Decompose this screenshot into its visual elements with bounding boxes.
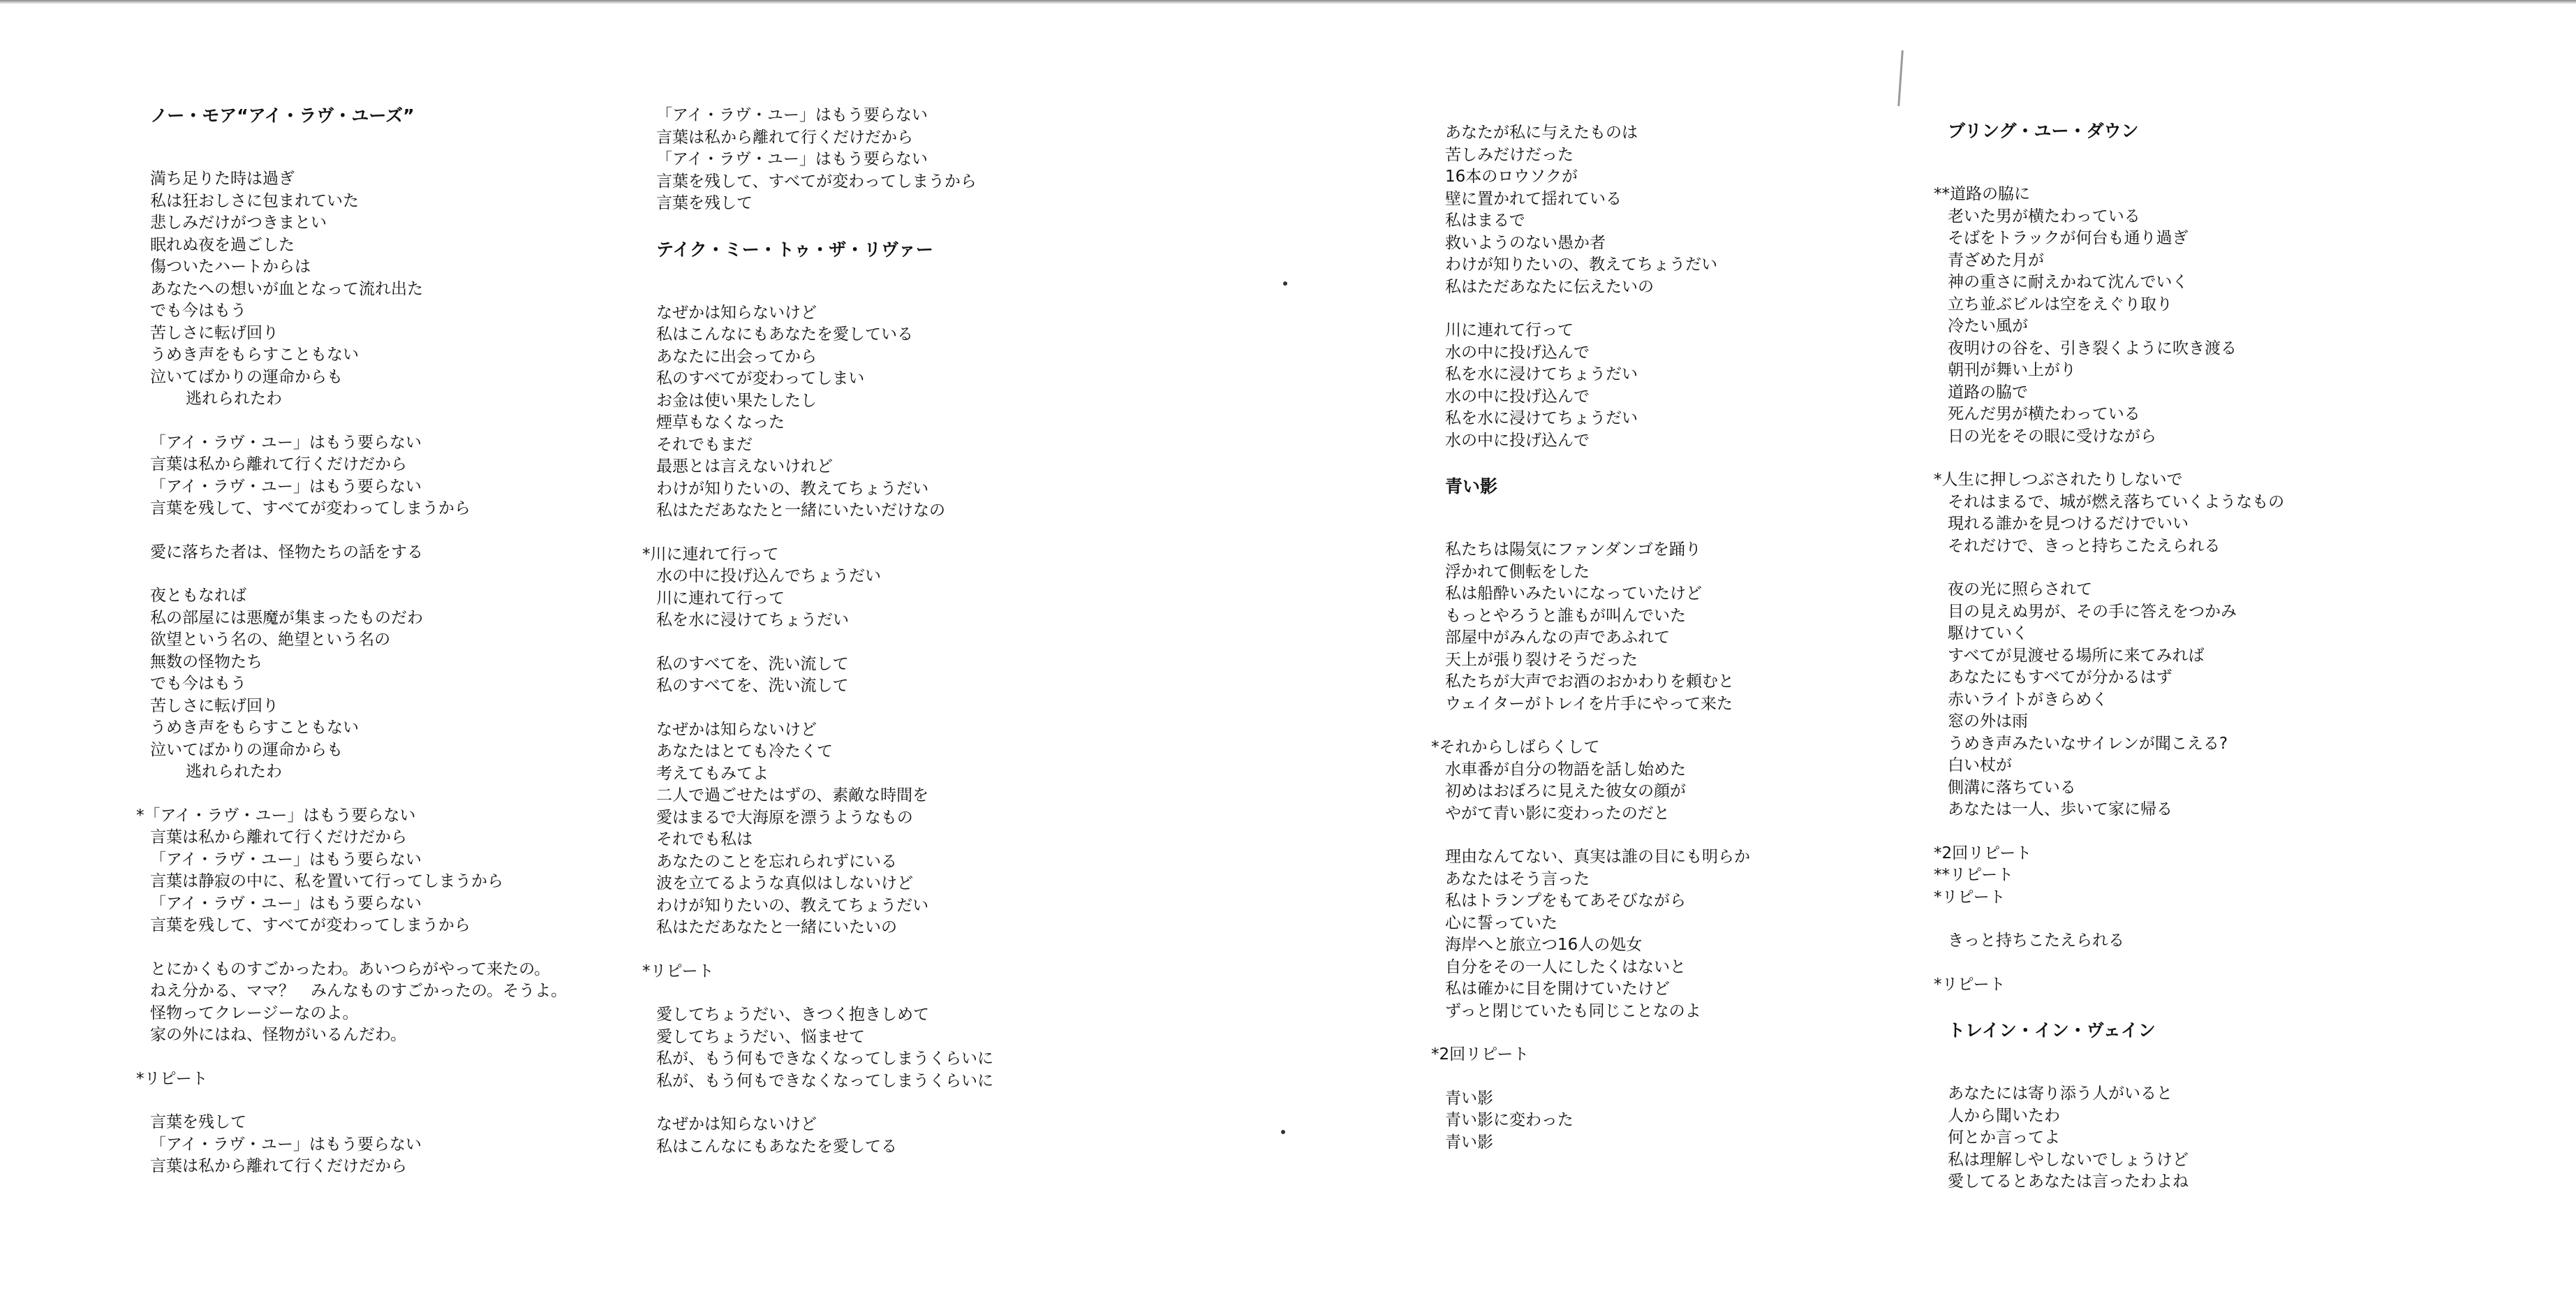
lyric-line: それはまるで、城が燃え落ちていくようなもの [1948, 492, 2285, 511]
lyric-line: 現れる誰かを見つけるだけでいい [1948, 515, 2189, 533]
lyric-line: あなたにもすべてが分かるはず [1948, 668, 2172, 686]
stanza-gap [1445, 517, 1976, 539]
lyric-line: 水車番が自分の物語を話し始めた [1445, 760, 1686, 779]
lyric-line: 水の中に投げ込んでちょうだい [656, 567, 881, 585]
lyric-line: 窓の外は雨 [1948, 712, 2028, 730]
lyric-line: 私を水に浸けてちょうだい [1445, 365, 1638, 383]
lyric-stanza [1948, 579, 2478, 821]
lyric-line: 私の部屋には悪魔が集まったものだわ [150, 608, 423, 627]
lyric-line: 愛してちょうだい、きつく抱きしめて [656, 1006, 929, 1024]
lyrics-column-1 [136, 105, 681, 1178]
lyric-stanza [1431, 1044, 1976, 1066]
lyric-line: 私が、もう何もできなくなってしまうくらいに [656, 1071, 993, 1090]
lyric-line: 夜の光に照らされて [1948, 580, 2092, 598]
lyric-stanza [150, 542, 681, 564]
lyric-line: 何とか言ってよ [1948, 1128, 2060, 1147]
lyric-stanza [656, 302, 1187, 522]
lyric-line: 青い影 [1445, 1133, 1493, 1152]
lyric-line: 悲しみだけがつきまとい [150, 214, 327, 232]
lyric-line: 16本のロウソクが [1445, 168, 1578, 186]
lyric-line: 朝刊が舞い上がり [1948, 361, 2076, 379]
lyric-stanza [656, 105, 1187, 215]
lyric-line: あなたに出会ってから [656, 347, 817, 366]
lyric-line: *リピート [1934, 888, 2006, 906]
lyric-stanza [150, 585, 681, 784]
lyric-line: もっとやろうと誰もが叫んでいた [1445, 606, 1686, 625]
stanza-gap [1445, 715, 1976, 737]
lyric-line: 煙草もなくなった [656, 413, 785, 432]
lyric-line: 言葉を残して、すべてが変わってしまうから [656, 172, 977, 191]
stanza-gap [1445, 452, 1976, 476]
lyric-stanza [642, 544, 1187, 632]
lyric-line: 目の見えぬ男が、その手に答えをつかみ [1948, 602, 2237, 621]
lyric-line: 愛してちょうだい、悩ませて [656, 1027, 865, 1046]
lyric-line: 私はただあなたと一緒にいたいの [656, 918, 897, 936]
lyric-line: すべてが見渡せる場所に来てみれば [1948, 646, 2205, 665]
lyric-line: 家の外にはね、怪物がいるんだわ。 [150, 1026, 407, 1044]
fold-mark [1897, 50, 1904, 106]
lyric-line: 私はこんなにもあなたを愛してる [656, 1137, 897, 1156]
stanza-gap [1948, 448, 2478, 469]
lyric-line: 「アイ・ラヴ・ユー」はもう要らない [150, 433, 422, 452]
lyric-line: ねえ分かる、ママ？ みんなものすごかったの。そうよ。 [150, 982, 568, 1000]
stanza-gap [656, 632, 1187, 654]
lyric-line: 愛に落ちた者は、怪物たちの話をする [150, 543, 423, 561]
lyric-line: 私は船酔いみたいになっていたけど [1445, 584, 1702, 603]
lyric-line: 白い杖が [1948, 756, 2012, 774]
lyric-line: 言葉は私から離れて行くだけだから [150, 1157, 407, 1175]
song-title: ブリング・ユー・ダウン [1948, 121, 2139, 141]
lyric-line: 私が、もう何もできなくなってしまうくらいに [656, 1050, 993, 1068]
lyric-line: **リピート [1934, 866, 2014, 884]
lyric-stanza [150, 1112, 681, 1178]
lyric-line: 私はこんなにもあなたを愛している [656, 325, 913, 344]
lyric-line: お金は使い果たしたし [656, 391, 817, 410]
lyric-line: なぜかは知らないけど [656, 720, 817, 739]
lyric-stanza [1948, 1083, 2478, 1193]
lyric-line: 水の中に投げ込んで [1445, 431, 1590, 450]
lyric-line: うめき声をもらすこともない [150, 719, 359, 737]
lyric-line: そばをトラックが何台も通り過ぎ [1948, 229, 2189, 247]
stanza-gap [656, 698, 1187, 719]
song-title: トレイン・イン・ヴェイン [1948, 1020, 2156, 1041]
lyric-line: 私はただあなたと一緒にいたいだけなの [656, 501, 945, 520]
song-title: テイク・ミー・トゥ・ザ・リヴァー [656, 239, 933, 260]
song-title: ノー・モア“アイ・ラヴ・ユーズ” [150, 105, 415, 126]
lyric-line: 泣いてばかりの運命からも [150, 367, 343, 386]
stanza-gap [150, 784, 681, 805]
lyric-stanza [150, 959, 681, 1047]
stanza-gap [150, 147, 681, 168]
lyric-line: 私を水に浸けてちょうだい [1445, 409, 1638, 427]
lyric-line: 私を水に浸けてちょうだい [656, 611, 849, 629]
stanza-gap [1948, 557, 2478, 579]
lyric-stanza [1948, 930, 2478, 953]
lyric-line: 波を立てるような真似はしないけど [656, 874, 913, 892]
lyric-line: 心に誓っていた [1445, 913, 1557, 932]
stanza-gap [150, 411, 681, 432]
lyric-line: 救いようのない愚か者 [1445, 233, 1606, 252]
stanza-gap [656, 215, 1187, 239]
lyric-line: 道路の脇で [1948, 383, 2028, 402]
lyrics-column-3 [1431, 122, 1976, 1154]
lyric-line: 欲望という名の、絶望という名の [150, 631, 391, 649]
lyric-line: 赤いライトがきらめく [1948, 690, 2108, 709]
lyric-line: 「アイ・ラヴ・ユー」はもう要らない [150, 477, 422, 496]
lyric-stanza [150, 168, 681, 411]
lyric-line: 理由なんてない、真実は誰の目にも明らか [1445, 848, 1750, 866]
lyric-line: 苦しみだけだった [1445, 145, 1574, 164]
lyric-line: ずっと閉じていたも同じことなのよ [1445, 1001, 1701, 1020]
lyric-line: とにかくものすごかったわ。あいつらがやって来たの。 [150, 960, 551, 978]
lyric-line: あなたへの想いが血となって流れ出た [150, 279, 423, 298]
lyric-line: 自分をその一人にしたくはないと [1445, 957, 1686, 976]
stanza-gap [1445, 1022, 1976, 1044]
lyric-line: 冷たい風が [1948, 317, 2028, 335]
lyric-line: ウェイターがトレイを片手にやって来た [1445, 694, 1733, 713]
lyric-stanza [1445, 846, 1976, 1022]
lyric-line: 「アイ・ラヴ・ユー」はもう要らない [150, 850, 422, 869]
lyric-line: 川に連れて行って [1445, 321, 1574, 339]
lyric-line: 立ち並ぶビルは空をえぐり取り [1948, 295, 2172, 314]
lyric-line: 怪物ってクレージーなのよ。 [150, 1003, 359, 1022]
lyric-line: 言葉を残して、すべてが変わってしまうから [150, 499, 471, 517]
lyric-line: 青い影 [1445, 1089, 1493, 1108]
lyric-stanza [656, 1114, 1187, 1158]
lyric-line: うめき声をもらすこともない [150, 346, 359, 364]
lyric-line: 日の光をその眼に受けながら [1948, 427, 2156, 446]
stanza-gap [150, 1090, 681, 1112]
lyrics-column-2 [642, 105, 1187, 1158]
lyric-line: わけが知りたいの、教えてちょうだい [1445, 256, 1718, 274]
lyric-line: 老いた男が横たわっている [1948, 207, 2140, 226]
stanza-gap [1948, 996, 2478, 1020]
lyric-line: 眠れぬ夜を過ごした [150, 235, 295, 254]
lyric-stanza [1445, 1088, 1976, 1154]
lyric-line: 言葉を残して [656, 194, 753, 212]
lyric-stanza [1445, 539, 1976, 715]
lyric-line: 壁に置かれて揺れている [1445, 189, 1622, 208]
stanza-gap [150, 564, 681, 585]
lyric-line: きっと持ちこたえられる [1948, 932, 2124, 950]
lyric-stanza [136, 805, 681, 937]
lyric-stanza [656, 1004, 1187, 1092]
lyric-line: *リピート [642, 962, 714, 980]
lyric-line: わけが知りたいの、教えてちょうだい [656, 896, 929, 915]
lyric-stanza [656, 654, 1187, 698]
lyric-stanza [136, 1068, 681, 1091]
lyric-line: 私たちが大声でお酒のおかわりを頼むと [1445, 672, 1734, 691]
stanza-gap [656, 983, 1187, 1004]
lyric-line: 傷ついたハートからは [150, 258, 311, 276]
lyrics-column-4 [1934, 120, 2478, 1193]
lyric-line: 言葉は私から離れて行くだけだから [150, 455, 407, 473]
stanza-gap [150, 1047, 681, 1068]
lyric-line: 愛してるとあなたは言ったわよね [1948, 1172, 2189, 1191]
stanza-gap [656, 522, 1187, 544]
lyric-line: やがて青い影に変わったのだと [1445, 804, 1670, 823]
stanza-gap [1445, 1066, 1976, 1088]
lyric-stanza [1934, 469, 2478, 557]
lyric-line: 無数の怪物たち [150, 652, 262, 671]
stanza-gap [656, 939, 1187, 961]
lyric-line: *川に連れて行って [642, 545, 779, 564]
lyric-line: 「アイ・ラヴ・ユー」はもう要らない [656, 150, 928, 168]
lyric-stanza [1934, 843, 2478, 909]
lyric-line: それでも私は [656, 830, 753, 848]
lyric-line: *「アイ・ラヴ・ユー」はもう要らない [136, 806, 416, 825]
stanza-gap [656, 281, 1187, 302]
lyric-line: 私はまるで [1445, 212, 1525, 230]
lyric-line: **道路の脇に [1934, 185, 2030, 203]
stanza-gap [1948, 821, 2478, 843]
stanza-gap [1948, 953, 2478, 974]
lyric-line: うめき声みたいなサイレンが聞こえる? [1948, 734, 2228, 753]
lyric-line: あなたには寄り添う人がいると [1948, 1085, 2172, 1103]
lyric-line: 浮かれて側転をした [1445, 562, 1590, 581]
lyric-line: 青い影に変わった [1445, 1111, 1574, 1129]
stanza-gap [1948, 162, 2478, 184]
lyric-line: 苦しさに転げ回り [150, 323, 279, 342]
stanza-gap [150, 520, 681, 542]
lyric-line: *2回リピート [1934, 844, 2032, 862]
lyric-line: *人生に押しつぶされたりしないで [1934, 471, 2183, 489]
lyric-stanza [1934, 184, 2478, 448]
lyric-line: 言葉を残して、すべてが変わってしまうから [150, 916, 471, 934]
lyric-line: 駆けていく [1948, 624, 2028, 642]
lyric-stanza [1431, 737, 1976, 825]
lyric-stanza [656, 719, 1187, 939]
lyric-line: *それからしばらくして [1431, 738, 1600, 756]
lyric-line: 私はただあなたに伝えたいの [1445, 277, 1654, 296]
lyric-line: 青ざめた月が [1948, 251, 2044, 270]
lyric-line: それでもまだ [656, 435, 753, 454]
lyric-line: 夜明けの谷を、引き裂くように吹き渡る [1948, 339, 2237, 358]
stanza-gap [150, 937, 681, 959]
lyric-line: *リピート [1934, 975, 2006, 994]
lyric-line: 私のすべてを、洗い流して [656, 654, 849, 673]
lyric-line: 側溝に落ちている [1948, 778, 2076, 797]
lyric-line: 天上が張り裂けそうだった [1445, 650, 1638, 669]
lyric-stanza [1934, 974, 2478, 997]
lyric-line: あなたはそう言った [1445, 869, 1590, 888]
song-title: 青い影 [1445, 476, 1498, 497]
lyric-line: あなたはとても冷たくて [656, 742, 833, 760]
lyric-line: 泣いてばかりの運命からも [150, 740, 343, 759]
lyric-line: 海岸へと旅立つ16人の処女 [1445, 936, 1643, 954]
stanza-gap [1948, 1061, 2478, 1083]
lyric-line: 水の中に投げ込んで [1445, 343, 1590, 362]
stanza-gap [1445, 825, 1976, 846]
lyric-line: 言葉を残して [150, 1113, 246, 1131]
lyric-line: 「アイ・ラヴ・ユー」はもう要らない [150, 1135, 422, 1154]
lyric-line: 考えてもみてよ [656, 764, 769, 783]
lyric-line: 部屋中がみんなの声であふれて [1445, 628, 1670, 647]
lyric-line: 逃れられたわ [170, 390, 282, 408]
lyric-line: 「アイ・ラヴ・ユー」はもう要らない [656, 106, 928, 124]
stanza-gap [656, 1092, 1187, 1114]
lyric-line: 川に連れて行って [656, 589, 785, 608]
lyric-line: 言葉は静寂の中に、私を置いて行ってしまうから [150, 872, 503, 890]
lyric-line: わけが知りたいの、教えてちょうだい [656, 479, 929, 498]
lyric-stanza [1445, 122, 1976, 298]
lyric-line: でも今はもう [150, 675, 246, 693]
lyric-line: あなたは一人、歩いて家に帰る [1948, 800, 2172, 818]
scan-speck [1281, 1130, 1285, 1134]
scan-top-edge [0, 0, 2576, 4]
lyric-line: 人から聞いたわ [1948, 1106, 2060, 1125]
lyric-line: なぜかは知らないけど [656, 303, 817, 322]
lyric-line: 苦しさに転げ回り [150, 696, 279, 715]
lyric-line: 言葉は私から離れて行くだけだから [656, 128, 913, 147]
lyric-line: 言葉は私から離れて行くだけだから [150, 828, 407, 846]
lyric-line: 私はトランプをもてあそびながら [1445, 892, 1686, 910]
lyric-line: 死んだ男が横たわっている [1948, 405, 2140, 423]
scan-speck [1283, 281, 1287, 286]
lyric-stanza [642, 961, 1187, 983]
lyric-line: 愛はまるで大海原を漂うようなもの [656, 808, 913, 827]
lyric-line: 水の中に投げ込んで [1445, 387, 1590, 406]
lyric-line: 満ち足りた時は過ぎ [150, 170, 295, 188]
lyric-stanza [150, 432, 681, 520]
lyric-stanza [1445, 320, 1976, 452]
lyric-line: それだけで、きっと持ちこたえられる [1948, 536, 2221, 555]
lyric-line: 夜ともなれば [150, 587, 246, 605]
lyric-line: なぜかは知らないけど [656, 1115, 817, 1133]
stanza-gap [1445, 298, 1976, 320]
lyric-line: 私たちは陽気にファンダンゴを踊り [1445, 541, 1701, 559]
lyric-line: あなたのことを忘れられずにいる [656, 852, 897, 871]
lyric-line: *2回リピート [1431, 1045, 1530, 1064]
lyric-line: *リピート [136, 1069, 208, 1088]
lyric-line: 私は狂おしさに包まれていた [150, 191, 359, 210]
lyric-line: 二人で過ごせたはずの、素敵な時間を [656, 786, 929, 804]
lyric-line: 私のすべてが変わってしまい [656, 369, 865, 388]
lyric-line: 逃れられたわ [170, 763, 282, 781]
lyric-line: あなたが私に与えたものは [1445, 124, 1638, 142]
lyric-line: でも今はもう [150, 302, 246, 320]
lyric-line: 私のすべてを、洗い流して [656, 677, 849, 695]
stanza-gap [1948, 909, 2478, 930]
lyric-line: 初めはおぼろに見えた彼女の顔が [1445, 782, 1686, 800]
lyric-line: 最悪とは言えないけれど [656, 457, 833, 476]
lyric-line: 私は確かに目を開けていたけど [1445, 980, 1670, 998]
lyric-line: 私は理解しやしないでしょうけど [1948, 1150, 2189, 1169]
lyric-line: 「アイ・ラヴ・ユー」はもう要らない [150, 894, 422, 913]
lyric-line: 神の重さに耐えかねて沈んでいく [1948, 273, 2189, 291]
